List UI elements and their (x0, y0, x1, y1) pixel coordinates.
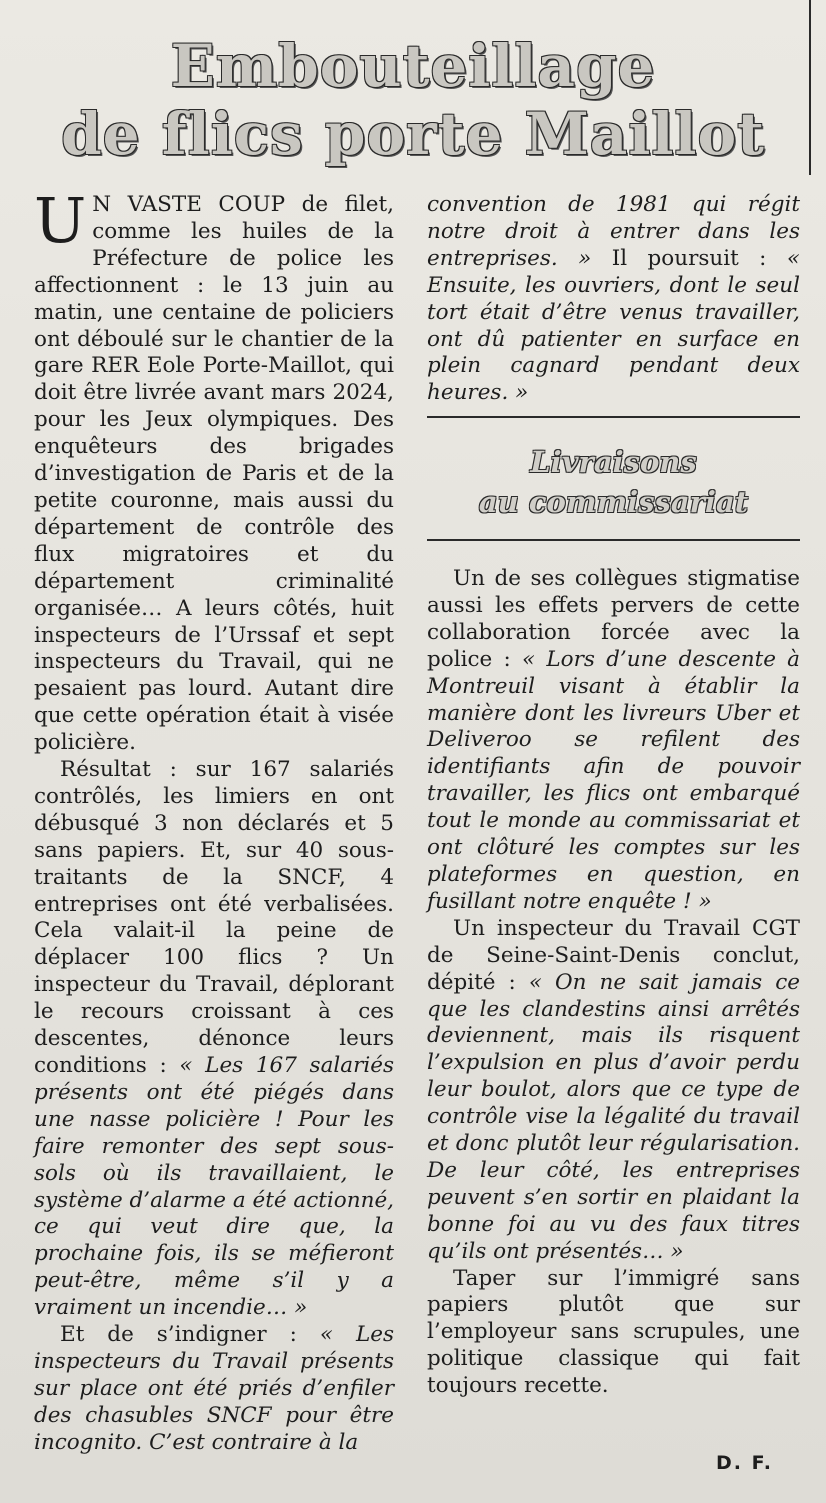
headline-line-1: Embouteillage (170, 32, 656, 100)
paragraph-2-text: Résultat : sur 167 salariés contrôlés, les limiers en ont débusqué 3 non déclarés et 5 sans papiers. Et, sur 40 sous-traitants de la SNCF, 4 entreprises ont été verbalisées. Cela valait-il la peine de déplacer 100 flics ? Un inspecteur du Travail, déplorant le recours croissant à ces descentes, dénonce leurs conditions : (34, 757, 394, 1078)
paragraph-7: Taper sur l’immigré sans papiers plutôt que sur l’employeur sans scrupules, une politique classique qui fait toujours recette. (427, 1265, 800, 1399)
drop-cap: U (34, 184, 87, 257)
paragraph-2-quote: « Les 167 salariés présents ont été piégés dans une nasse policière ! Pour les faire remonter des sept sous-sols où ils travaillaient, le système d’alarme a été actionné, ce qui veut dire que, la prochaine fois, ils se méfieront peut-être, même s’il y a vraiment un incendie… » (34, 1053, 394, 1321)
section-rule-bottom (427, 539, 800, 541)
paragraph-5 (427, 566, 800, 916)
paragraph-4-quote-b: « Ensuite, les ouvriers, dont le seul tort était d’être venus travailler, ont dû patienter en surface en plein cagnard pendant deux heures. » (427, 245, 800, 406)
paragraph-2 (34, 757, 394, 1322)
author-signature: D. F. (716, 1452, 774, 1474)
paragraph-5-text: Un de ses collègues stigmatise aussi les effets pervers de cette collaboration forcée avec la police : (427, 566, 800, 672)
paragraph-3 (34, 1322, 394, 1457)
paragraph-4 (427, 192, 800, 407)
paragraph-3-text: Et de s’indigner : (60, 1322, 320, 1348)
subheading-line-2: au commissariat (478, 485, 749, 519)
left-column (34, 184, 394, 1457)
right-column-top (427, 192, 800, 407)
subheading (427, 442, 800, 522)
headline (0, 32, 826, 168)
paragraph-6-text: Un inspecteur du Travail CGT de Seine-Saint-Denis conclut, dépité : (427, 915, 800, 995)
paragraph-3-quote: « Les inspecteurs du Travail présents sur place ont été priés d’enfiler des chasubles SNCF pour être incognito. C’est contraire à la (34, 1322, 394, 1455)
headline-line-2: de flics porte Maillot (61, 100, 765, 168)
paragraph-6 (427, 916, 800, 1266)
paragraph-4-quote-a: convention de 1981 qui régit notre droit à entrer dans les entreprises. » (427, 192, 800, 271)
subheading-line-1: Livraisons (530, 445, 697, 479)
section-rule-top (427, 416, 800, 418)
paragraph-1-text: N VASTE COUP de filet, comme les huiles de la Préfecture de police les affectionnent : le 13 juin au matin, une centaine de policiers ont déboulé sur le chantier de la gare RER Eole Porte-Maillot, qui doit être livrée avant mars 2024, pour les Jeux olympiques. Des enquêteurs des brigades d’investigation de Paris et de la petite couronne, mais aussi du département de contrôle des flux migratoires et du département criminalité organisée… A leurs côtés, huit inspecteurs de l’Urssaf et sept inspecteurs du Travail, qui ne pesaient pas lourd. Autant dire que cette opération était à visée policière. (34, 192, 394, 756)
right-column-bottom (427, 566, 800, 1400)
paragraph-6-quote: « On ne sait jamais ce que les clandestins ainsi arrêtés deviennent, mais ils risquent l’expulsion en plus d’avoir perdu leur boulot, alors que ce type de contrôle vise la légalité du travail et donc plutôt leur régularisation. De leur côté, les entreprises peuvent s’en sortir en plaidant la bonne foi au vu des faux titres qu’ils ont présentés… » (427, 969, 800, 1264)
paragraph-1 (34, 184, 394, 757)
paragraph-4-text: Il poursuit : (591, 245, 787, 271)
paragraph-5-quote: « Lors d’une descente à Montreuil visant à établir la manière dont les livreurs Uber et Deliveroo se refilent des identifiants afin de pouvoir travailler, les flics ont embarqué tout le monde au commissariat et ont clôturé les comptes sur les plateformes en question, en fusillant notre enquête ! » (427, 646, 801, 914)
